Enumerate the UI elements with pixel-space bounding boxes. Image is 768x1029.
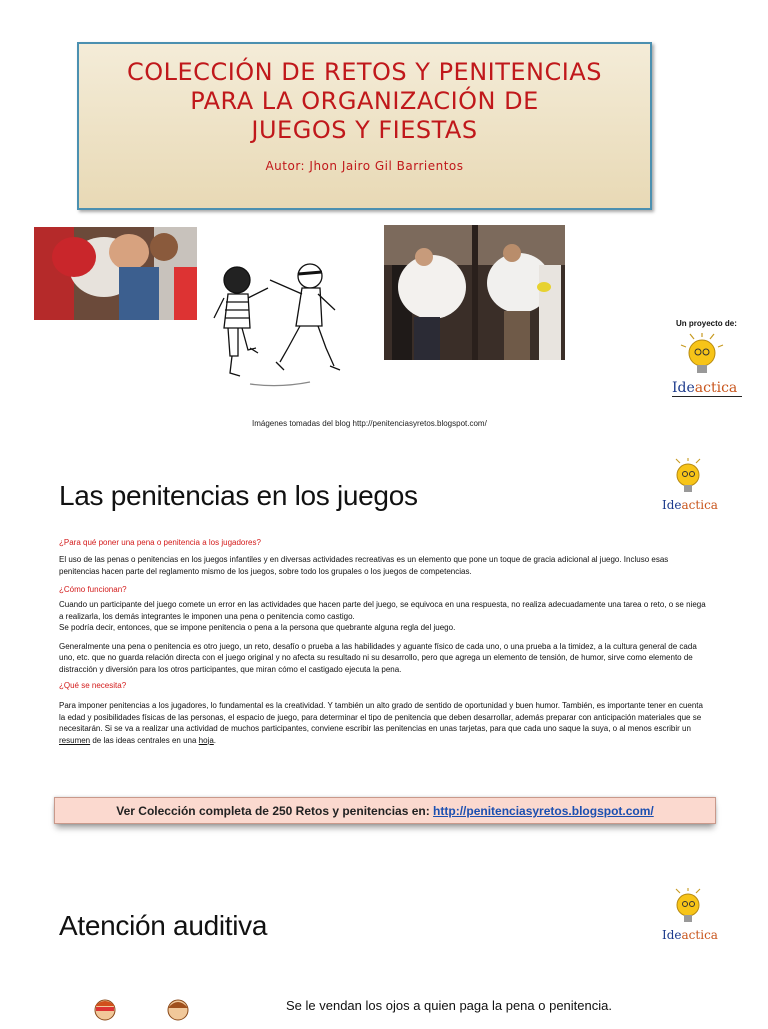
section-heading-penitencias: Las penitencias en los juegos	[59, 480, 418, 511]
images-caption: Imágenes tomadas del blog http://penitenciasyretos.blogspot.com/	[252, 419, 487, 428]
paragraph-uso: El uso de las penas o penitencias en los juegos infantiles y en diversas actividades recreativas es un elemento que pone un toque de gracia adicional al juego. Incluso esas penitencias hacen parte del reglamento mismo de los juegos, sobre todo los grupales o los juegos de competencias.	[59, 555, 669, 576]
ver-coleccion-banner	[54, 797, 716, 824]
question-como-funcionan: ¿Cómo funcionan?	[59, 585, 127, 594]
question-que-se-necesita: ¿Qué se necesita?	[59, 681, 127, 690]
lightbulb-icon	[662, 888, 722, 926]
title-banner	[77, 42, 652, 210]
logo-text-ide-3: Ide	[662, 928, 682, 942]
ideactica-logo-2	[662, 458, 738, 518]
logo-text-ide-2: Ide	[662, 498, 682, 512]
link-resumen[interactable]: resumen	[59, 735, 91, 745]
logo-text-actica-2: actica	[681, 498, 718, 512]
cartoon-figure-2	[163, 998, 193, 1024]
title-line-3: JUEGOS Y FIESTAS	[251, 116, 478, 144]
author-line: Autor: Jhon Jairo Gil Barrientos	[265, 159, 464, 173]
ideactica-logo-1	[672, 333, 748, 396]
title-line-1: COLECCIÓN DE RETOS Y PENITENCIAS	[127, 58, 602, 86]
drawing-blindfold-kids	[210, 258, 345, 393]
paragraph-cuando: Cuando un participante del juego comete un error en las actividades que hacen parte del juego, se equivoca en una respuesta, no realiza adecuadamente una tarea o reto, o se niega a realizarla, los demás integrantes le imponen una pena o penitencia como castigo.	[59, 600, 706, 621]
section-1-body	[59, 538, 709, 746]
proyecto-label: Un proyecto de:	[676, 319, 737, 328]
link-hoja[interactable]: hoja	[198, 735, 214, 745]
title-line-2: PARA LA ORGANIZACIÓN DE	[190, 87, 539, 115]
logo-text-ide-1: Ide	[672, 380, 695, 396]
paragraph-se-podria: Se podría decir, entonces, que se impone penitencia o pena a la persona que quebrante alguna regla del juego.	[59, 623, 456, 632]
paragraph-generalmente: Generalmente una pena o penitencia es otro juego, un reto, desafío o prueba a las habilidades y aguante físico de cada uno, o una prueba a la timidez, a la cultura general de cada uno, etc. que no guarda relación directa con el juego original y no afecta su resultado ni su desarrollo, pero que agrega un elemento de tensión, de humor, sirve como elemento de distracción y diversión para los otros participantes, que miran cómo el castigado ejecuta la pena.	[59, 641, 697, 674]
cartoon-figure-1	[90, 998, 120, 1024]
banner-text: Ver Colección completa de 250 Retos y penitencias en:	[116, 804, 434, 818]
banner-link[interactable]: http://penitenciasyretos.blogspot.com/	[433, 804, 654, 818]
question-para-que: ¿Para qué poner una pena o penitencia a los jugadores?	[59, 538, 261, 547]
logo-text-actica-3: actica	[681, 928, 718, 942]
paragraph-para-imponer: Para imponer penitencias a los jugadores, lo fundamental es la creatividad. Y también un alto grado de sentido de oportunidad y buen humor. También, es importante tener en cuenta la edad y posibilidades físicas de las personas, el espacio de juego, para determinar el tipo de penitencia que deben desarrollar, además preparar con anticipación materiales que se necesitarán. Si se va a realizar una actividad de muchos participantes, conviene escribir las penitencias en unas tarjetas, para que cada uno saque la suya, o al menos escribir un resumen de las ideas centrales en una hoja.	[59, 701, 703, 745]
section-2-text: Se le vendan los ojos a quien paga la pena o penitencia.	[286, 998, 612, 1013]
photo-hug	[34, 227, 197, 320]
lightbulb-icon	[662, 458, 722, 496]
logo-text-actica-1: actica	[694, 380, 738, 396]
section-heading-atencion: Atención auditiva	[59, 910, 268, 941]
photo-balloons	[384, 225, 565, 360]
lightbulb-icon	[672, 333, 748, 381]
ideactica-logo-3	[662, 888, 738, 948]
